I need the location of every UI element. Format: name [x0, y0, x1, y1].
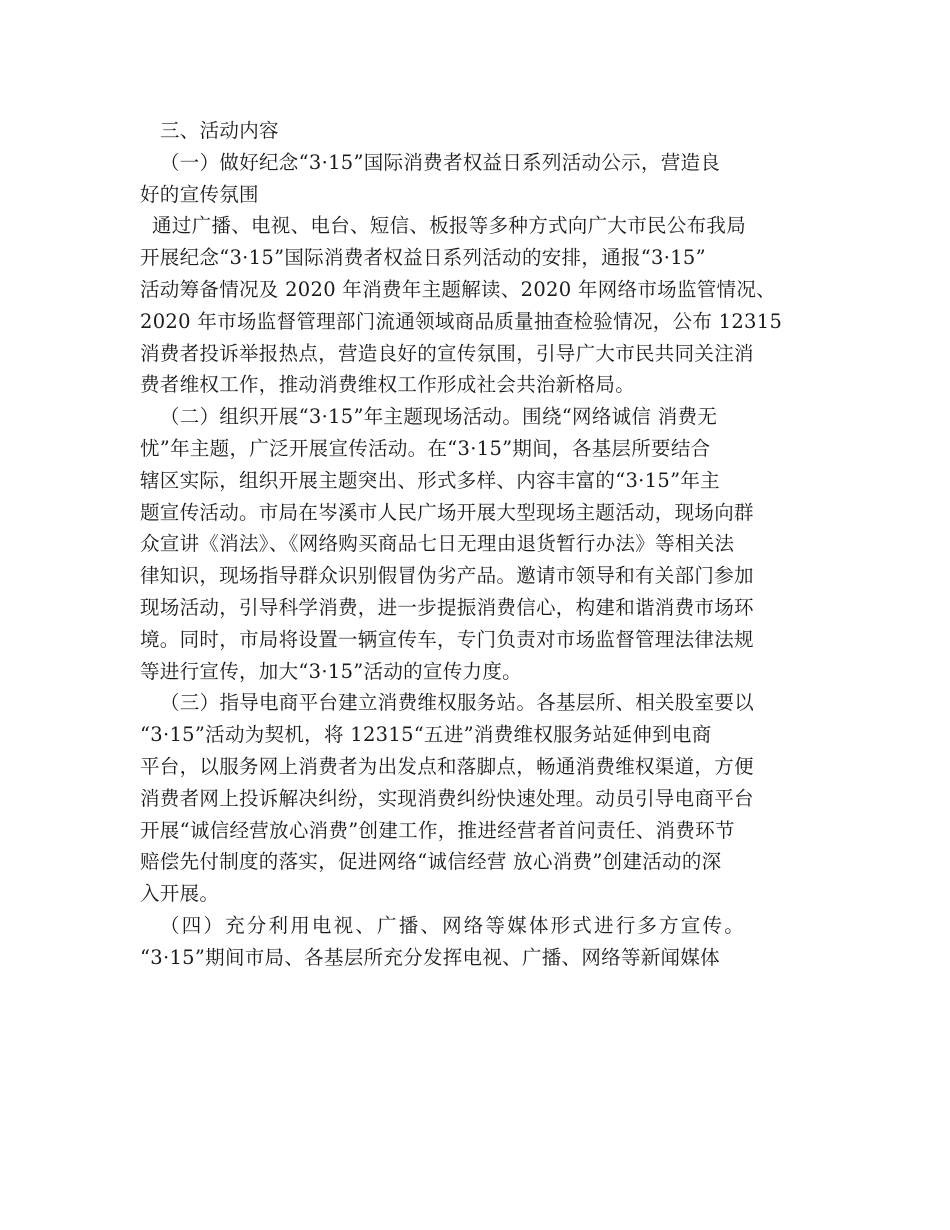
paragraph-line: 众宣讲《消法》、《网络购买商品七日无理由退货暂行办法》等相关法 — [140, 532, 735, 556]
paragraph-line: （二）组织开展“3·15”年主题现场活动。围绕“网络诚信 消费无 — [160, 405, 718, 429]
paragraph-line: 2020 年市场监督管理部门流通领域商品质量抽查检验情况，公布 12315 — [140, 309, 783, 333]
paragraph-line: 忧”年主题，广泛开展宣传活动。在“3·15”期间，各基层所要结合 — [140, 436, 711, 460]
paragraph-line: 费者维权工作，推动消费维权工作形成社会共治新格局。 — [140, 373, 636, 397]
paragraph-line: 活动筹备情况及 2020 年消费年主题解读、2020 年网络市场监管情况、 — [140, 277, 776, 301]
paragraph-line: 等进行宣传，加大“3·15”活动的宣传力度。 — [140, 659, 522, 683]
paragraph-line: 辖区实际，组织开展主题突出、形式多样、内容丰富的“3·15”年主 — [140, 468, 720, 492]
paragraph-line: 消费者网上投诉解决纠纷，实现消费纠纷快速处理。动员引导电商平台 — [140, 786, 754, 810]
paragraph-line: 通过广播、电视、电台、短信、板报等多种方式向广大市民公布我局 — [152, 214, 747, 238]
paragraph-line: 境。同时，市局将设置一辆宣传车，专门负责对市场监督管理法律法规 — [140, 627, 754, 651]
paragraph-line: 开展纪念“3·15”国际消费者权益日系列活动的安排，通报“3·15” — [140, 246, 706, 270]
section-heading: 三、活动内容 — [160, 119, 279, 142]
paragraph-line: 律知识，现场指导群众识别假冒伪劣产品。邀请市领导和有关部门参加 — [140, 564, 754, 588]
paragraph-line: （四）充分利用电视、广播、网络等媒体形式进行多方宣传。 — [160, 913, 746, 937]
paragraph-line: 好的宣传氛围 — [140, 182, 259, 206]
paragraph-line: “3·15”期间市局、各基层所充分发挥电视、广播、网络等新闻媒体 — [140, 945, 720, 969]
paragraph-line: 平台，以服务网上消费者为出发点和落脚点，畅通消费维权渠道，方便 — [140, 754, 754, 778]
paragraph-line: “3·15”活动为契机，将 12315“五进”消费维权服务站延伸到电商 — [140, 723, 712, 747]
paragraph-line: 赔偿先付制度的落实，促进网络“诚信经营 放心消费”创建活动的深 — [140, 850, 722, 874]
paragraph-line: 现场活动，引导科学消费，进一步提振消费信心，构建和谐消费市场环 — [140, 595, 754, 619]
document-body — [140, 115, 820, 974]
paragraph-line: 开展“诚信经营放心消费”创建工作，推进经营者首问责任、消费环节 — [140, 818, 735, 842]
paragraph-line: 消费者投诉举报热点，营造良好的宣传氛围，引导广大市民共同关注消 — [140, 341, 754, 365]
paragraph-line: （三）指导电商平台建立消费维权服务站。各基层所、相关股室要以 — [160, 691, 755, 715]
paragraph-line: （一）做好纪念“3·15”国际消费者权益日系列活动公示，营造良 — [160, 150, 721, 174]
paragraph-line: 入开展。 — [140, 882, 220, 906]
paragraph-line: 题宣传活动。市局在岑溪市人民广场开展大型现场主题活动，现场向群 — [140, 500, 754, 524]
